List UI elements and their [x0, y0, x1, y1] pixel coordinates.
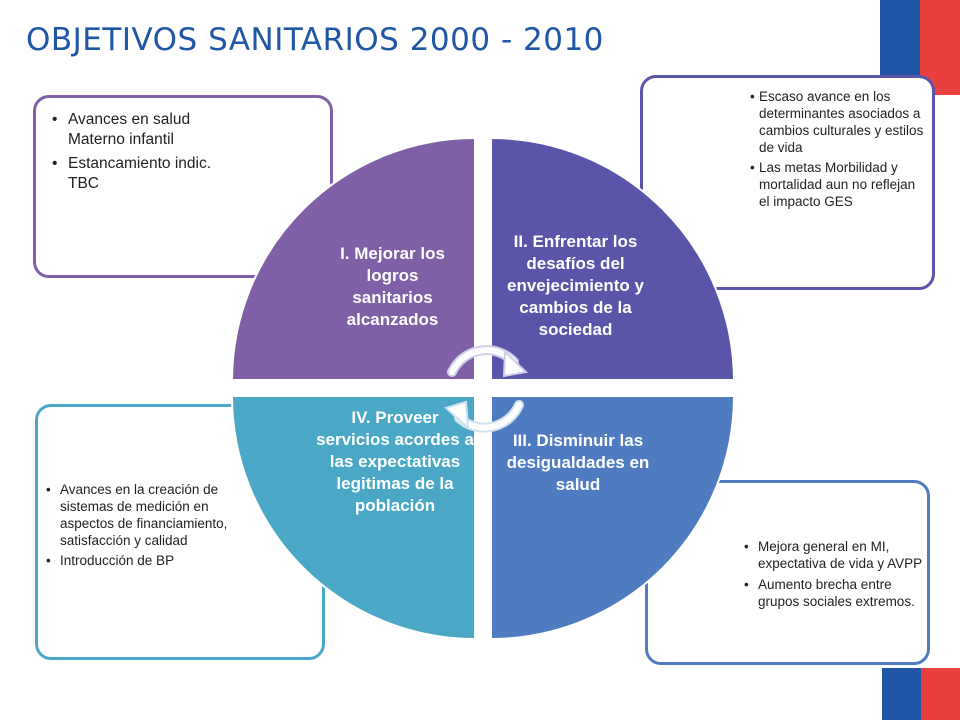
quadrant-4-label: IV. Proveer servicios acordes a las expectativas legitimas de la población	[316, 408, 474, 515]
list-item: • Estancamiento indic. TBC	[52, 154, 227, 194]
list-item: • Avances en la creación de sistemas de medición en aspectos de financiamiento, satisfacción y calidad	[46, 481, 236, 549]
list-item: • Las metas Morbilidad y mortalidad aun no reflejan el impacto GES	[751, 159, 926, 210]
quadrant-3-label: III. Disminuir las desigualdades en salud	[506, 431, 650, 494]
quadrant-1-label: I. Mejorar los logros sanitarios alcanzados	[340, 244, 445, 329]
quadrant-2-label: II. Enfrentar los desafíos del envejecimiento y cambios de la sociedad	[506, 232, 644, 339]
list-item: • Avances en salud Materno infantil	[52, 110, 227, 150]
list-item: • Escaso avance en los determinantes asociados a cambios culturales y estilos de vida	[751, 88, 926, 156]
list-item: • Aumento brecha entre grupos sociales extremos.	[744, 576, 924, 610]
page-title: OBJETIVOS SANITARIOS 2000 - 2010	[26, 22, 604, 58]
list-item: • Introducción de BP	[46, 552, 236, 569]
list-item: • Mejora general en MI, expectativa de vida y AVPP	[744, 538, 924, 572]
